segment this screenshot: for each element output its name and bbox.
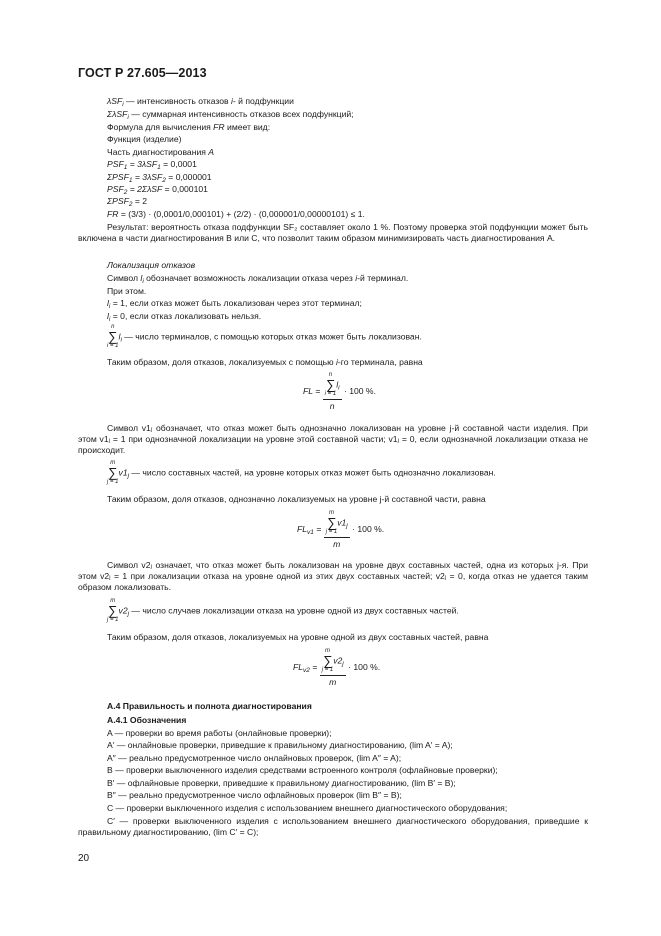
v2-paragraph: Символ v2ⱼ означает, что отказ может быть локализован на уровне двух составных частей, одна из которых j-я. При этом v2ⱼ = 1 при локализации отказа на уровне одной из этих двух составных частей; v2ⱼ = 0, когда отказ не удается таким образом локализовать. bbox=[78, 560, 588, 592]
text-line: λSF$_i$ — интенсивность отказов i- й подфункции bbox=[107, 96, 294, 108]
equation-line: $PSF_2 = 2\Sigma\lambda SF = 0,000101$ bbox=[107, 184, 208, 196]
text-line: Часть диагностирования A bbox=[107, 147, 215, 157]
section-heading-a41: А.4.1 Обозначения bbox=[107, 715, 187, 725]
sum-symbol: n ∑ i = 1 bbox=[107, 324, 119, 349]
definition-item: C — проверки выключенного изделия с использованием внешнего диагностического оборудования; bbox=[107, 803, 508, 813]
text-line: ΣλSF$_i$ — суммарная интенсивность отказов всех подфункций; bbox=[107, 109, 354, 121]
definition-item: B′ — офлайновые проверки, приведшие к правильному диагностированию, (lim B′ = B); bbox=[107, 778, 456, 788]
definition-item: A″ — реально предусмотренное число онлайновых проверок, (lim A″ = A); bbox=[107, 753, 402, 763]
text-line: Таким образом, доля отказов, однозначно локализуемых на уровне j-й составной части, равна bbox=[107, 494, 486, 504]
sum-definition-line: n ∑ i = 1 $l_i$ — число терминалов, с помощью которых отказ может быть локализован. bbox=[107, 324, 422, 349]
text-line: Таким образом, доля отказов, локализуемых на уровне одной из двух составных частей, равна bbox=[107, 632, 489, 642]
sum-definition-line: m ∑ j = 1 $v1_j$ — число составных частей, на уровне которых отказ может быть однозначно локализован. bbox=[107, 460, 496, 485]
sum-symbol: m ∑ j = 1 bbox=[107, 598, 119, 623]
text-line: $l_i = 1$, если отказ может быть локализован через этот терминал; bbox=[107, 298, 362, 310]
text-line: Таким образом, доля отказов, локализуемых с помощью i-го терминала, равна bbox=[107, 357, 423, 367]
fraction: m ∑ j = 1 $v2_j$ m bbox=[321, 648, 344, 687]
formula-fl: FL = n ∑ i = 1 $l_i$ n · 100 %. bbox=[303, 372, 376, 411]
section-heading-a4: А.4 Правильность и полнота диагностирования bbox=[107, 701, 312, 711]
definition-item: C′ — проверки выключенного изделия с использованием внешнего диагностического оборудования, приведшие к правильному диагностированию, (lim C′ = C); bbox=[78, 816, 588, 837]
definition-item: A — проверки во время работы (онлайновые проверки); bbox=[107, 728, 332, 738]
fraction: n ∑ i = 1 $l_i$ n bbox=[324, 372, 340, 411]
equation-line: $\Sigma PSF_2 = 2$ bbox=[107, 196, 148, 208]
result-paragraph: Результат: вероятность отказа подфункции SF₂ составляет около 1 %. Поэтому проверка этой подфункции может быть включена в части диагностирования B или C, что позволит таким образом минимизировать часть диагностирования A. bbox=[78, 222, 588, 243]
page-number: 20 bbox=[78, 853, 90, 864]
definition-item: B — проверки выключенного изделия средствами встроенного контроля (офлайновые проверки); bbox=[107, 765, 498, 775]
formula-flv1: $FL_{v1}$ = m ∑ j = 1 $v1_j$ m · 100 %. bbox=[297, 510, 385, 549]
text-line: Формула для вычисления FR имеет вид: bbox=[107, 122, 271, 132]
equation-line: $\Sigma PSF_1 = 3\lambda SF_2 = 0,000001$ bbox=[107, 172, 212, 184]
subheading-localization: Локализация отказов bbox=[107, 260, 196, 270]
definition-item: B″ — реально предусмотренное число офлайновых проверок (lim B″ = B); bbox=[107, 790, 402, 800]
fraction: m ∑ j = 1 $v1_j$ m bbox=[325, 510, 348, 549]
equation-line: FR = (3/3) · (0,0001/0,000101) + (2/2) · (0,000001/0,00000101) ≤ 1. bbox=[107, 209, 365, 219]
text-line: $l_i = 0$, если отказ локализовать нельзя. bbox=[107, 311, 262, 323]
text-line: Функция (изделие) bbox=[107, 134, 182, 144]
sum-definition-line: m ∑ j = 1 $v2_j$ — число случаев локализации отказа на уровне одной из двух составных частей. bbox=[107, 598, 459, 623]
definition-item: A′ — онлайновые проверки, приведшие к правильному диагностированию, (lim A′ = A); bbox=[107, 740, 453, 750]
text-line: При этом. bbox=[107, 286, 147, 296]
document-header: ГОСТ Р 27.605—2013 bbox=[78, 66, 207, 80]
text-line: Символ $l_i$ обозначает возможность локализации отказа через i-й терминал. bbox=[107, 273, 409, 285]
formula-flv2: $FL_{v2}$ = m ∑ j = 1 $v2_j$ m · 100 %. bbox=[293, 648, 381, 687]
v1-paragraph: Символ v1ⱼ обозначает, что отказ может быть однозначно локализован на уровне j-й составной части изделия. При этом v1ⱼ = 1 при однозначной локализации на уровне этой составной части; v1ⱼ = 0, если однозначной локализации отказа не происходит. bbox=[78, 423, 588, 455]
sum-symbol: m ∑ j = 1 bbox=[107, 460, 119, 485]
equation-line: $PSF_1 = 3\lambda SF_1 = 0,0001$ bbox=[107, 159, 197, 171]
